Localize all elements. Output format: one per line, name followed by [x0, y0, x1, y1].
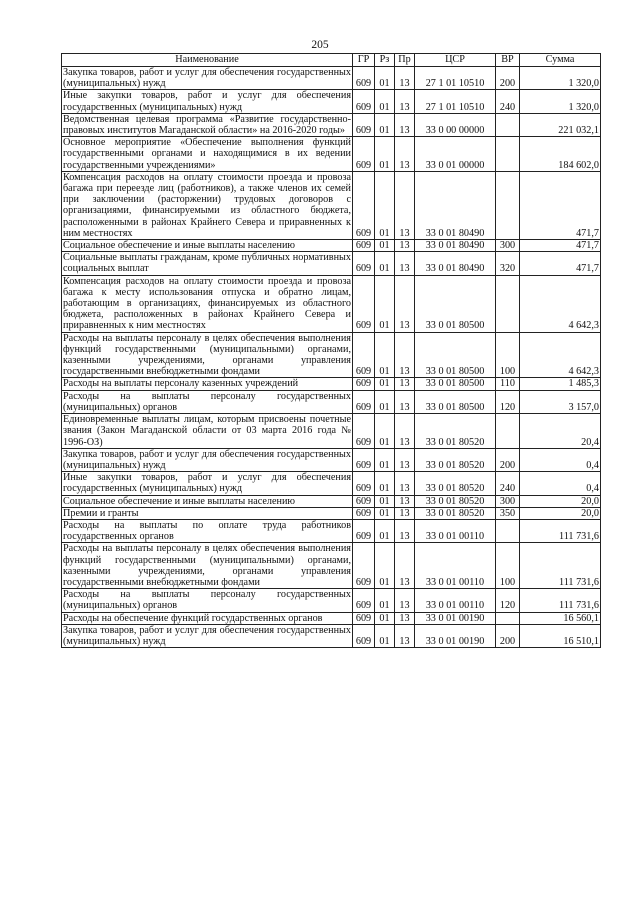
- cell-csr: 33 0 01 00110: [415, 543, 496, 589]
- cell-csr: 33 0 01 80490: [415, 240, 496, 252]
- cell-gr: 609: [353, 90, 375, 113]
- cell-name: Расходы на выплаты персоналу государственных (муниципальных) органов: [63, 390, 351, 413]
- cell-sum: 4 642,3: [520, 275, 601, 332]
- cell-sum: 4 642,3: [520, 332, 601, 378]
- cell-sum: 471,7: [520, 240, 601, 252]
- table-row: [62, 171, 601, 239]
- table-row: [62, 507, 601, 519]
- cell-gr: 609: [353, 113, 375, 136]
- table-row: [62, 519, 601, 542]
- cell-csr: 33 0 01 80500: [415, 390, 496, 413]
- cell-pr: 13: [395, 543, 415, 589]
- table-row: [62, 275, 601, 332]
- cell-gr: 609: [353, 507, 375, 519]
- cell-pr: 13: [395, 67, 415, 90]
- cell-pr: 13: [395, 137, 415, 172]
- cell-sum: 1 320,0: [520, 90, 601, 113]
- cell-pr: 13: [395, 507, 415, 519]
- cell-sum: 471,7: [520, 171, 601, 239]
- cell-vr: 300: [496, 495, 520, 507]
- table-row: [62, 390, 601, 413]
- cell-name: Социальное обеспечение и иные выплаты населению: [62, 240, 353, 252]
- cell-csr: 33 0 01 80490: [415, 252, 496, 275]
- cell-rz: 01: [375, 137, 395, 172]
- cell-sum: 111 731,6: [520, 543, 601, 589]
- cell-gr: 609: [353, 495, 375, 507]
- cell-pr: 13: [395, 612, 415, 624]
- cell-sum: 16 560,1: [520, 612, 601, 624]
- cell-gr: 609: [353, 414, 375, 449]
- header-sum: Сумма: [520, 54, 601, 67]
- cell-gr: 609: [353, 332, 375, 378]
- cell-pr: 13: [395, 378, 415, 390]
- cell-csr: 33 0 01 80520: [415, 448, 496, 471]
- cell-vr: [496, 113, 520, 136]
- table-row: [62, 252, 601, 275]
- cell-gr: 609: [353, 624, 375, 647]
- cell-sum: 1 485,3: [520, 378, 601, 390]
- cell-gr: 609: [353, 472, 375, 495]
- cell-rz: 01: [375, 519, 395, 542]
- table-row: [62, 472, 601, 495]
- cell-sum: 471,7: [520, 252, 601, 275]
- table-row: [62, 495, 601, 507]
- cell-sum: 1 320,0: [520, 67, 601, 90]
- cell-name: Иные закупки товаров, работ и услуг для обеспечения государственных (муниципальных) нужд: [63, 472, 351, 495]
- cell-sum: 184 602,0: [520, 137, 601, 172]
- header-rz: Рз: [375, 54, 395, 67]
- cell-vr: [496, 414, 520, 449]
- cell-gr: 609: [353, 519, 375, 542]
- cell-sum: 221 032,1: [520, 113, 601, 136]
- cell-rz: 01: [375, 332, 395, 378]
- cell-pr: 13: [395, 519, 415, 542]
- cell-csr: 33 0 01 80500: [415, 275, 496, 332]
- table-header-row: [62, 54, 601, 67]
- cell-pr: 13: [395, 390, 415, 413]
- cell-vr: 240: [496, 472, 520, 495]
- cell-pr: 13: [395, 414, 415, 449]
- cell-rz: 01: [375, 252, 395, 275]
- cell-vr: [496, 137, 520, 172]
- cell-name: Социальные выплаты гражданам, кроме публичных нормативных социальных выплат: [63, 252, 351, 275]
- cell-rz: 01: [375, 90, 395, 113]
- header-name: Наименование: [62, 54, 353, 67]
- cell-csr: 33 0 01 80520: [415, 495, 496, 507]
- table-row: [62, 612, 601, 624]
- cell-name: Расходы на выплаты по оплате труда работников государственных органов: [63, 519, 351, 543]
- cell-rz: 01: [375, 378, 395, 390]
- cell-pr: 13: [395, 332, 415, 378]
- cell-vr: 200: [496, 624, 520, 647]
- table-row: [62, 240, 601, 252]
- cell-sum: 3 157,0: [520, 390, 601, 413]
- cell-rz: 01: [375, 240, 395, 252]
- cell-csr: 33 0 01 00190: [415, 612, 496, 624]
- cell-pr: 13: [395, 171, 415, 239]
- cell-pr: 13: [395, 240, 415, 252]
- cell-pr: 13: [395, 495, 415, 507]
- cell-vr: 120: [496, 390, 520, 413]
- cell-rz: 01: [375, 495, 395, 507]
- cell-name: Закупка товаров, работ и услуг для обеспечения государственных (муниципальных) нужд: [63, 67, 351, 90]
- cell-vr: [496, 612, 520, 624]
- page-number: 205: [311, 39, 329, 51]
- cell-gr: 609: [353, 378, 375, 390]
- cell-gr: 609: [353, 390, 375, 413]
- header-csr: ЦСР: [415, 54, 496, 67]
- cell-csr: 33 0 01 80520: [415, 507, 496, 519]
- cell-sum: 20,0: [520, 495, 601, 507]
- cell-rz: 01: [375, 543, 395, 589]
- cell-csr: 33 0 01 00110: [415, 519, 496, 542]
- cell-rz: 01: [375, 390, 395, 413]
- cell-csr: 33 0 01 80520: [415, 414, 496, 449]
- cell-csr: 33 0 00 00000: [415, 113, 496, 136]
- cell-vr: [496, 275, 520, 332]
- table-row: [62, 113, 601, 136]
- cell-csr: 33 0 01 80490: [415, 171, 496, 239]
- cell-sum: 20,4: [520, 414, 601, 449]
- cell-name: Премии и гранты: [62, 507, 353, 519]
- cell-gr: 609: [353, 543, 375, 589]
- cell-gr: 609: [353, 275, 375, 332]
- table-row: [62, 378, 601, 390]
- cell-pr: 13: [395, 589, 415, 612]
- cell-sum: 0,4: [520, 448, 601, 471]
- table-row: [62, 448, 601, 471]
- cell-vr: 120: [496, 589, 520, 612]
- cell-pr: 13: [395, 252, 415, 275]
- cell-csr: 33 0 01 00190: [415, 624, 496, 647]
- cell-name: Расходы на обеспечение функций государственных органов: [62, 612, 353, 624]
- cell-vr: [496, 171, 520, 239]
- cell-sum: 0,4: [520, 472, 601, 495]
- cell-sum: 20,0: [520, 507, 601, 519]
- cell-gr: 609: [353, 612, 375, 624]
- cell-sum: 16 510,1: [520, 624, 601, 647]
- cell-rz: 01: [375, 507, 395, 519]
- cell-name: Компенсация расходов на оплату стоимости проезда и провоза багажа при переезде лиц (работников), а также членов их семей при заключении (расторжении) трудовых договоров с организациями, финансируемыми из областного бюджета, расположенными в районах Крайнего Севера и приравненных к ним местностях: [63, 171, 351, 239]
- cell-gr: 609: [353, 448, 375, 471]
- cell-gr: 609: [353, 67, 375, 90]
- table-row: [62, 332, 601, 378]
- cell-rz: 01: [375, 275, 395, 332]
- cell-csr: 33 0 01 80500: [415, 378, 496, 390]
- cell-vr: 200: [496, 67, 520, 90]
- cell-name: Расходы на выплаты персоналу в целях обеспечения выполнения функций государственными (муниципальными) органами, казенными учреждениями, органами управления государственными внебюджетными фондами: [63, 332, 351, 378]
- cell-vr: 110: [496, 378, 520, 390]
- cell-csr: 27 1 01 10510: [415, 90, 496, 113]
- cell-gr: 609: [353, 171, 375, 239]
- cell-pr: 13: [395, 448, 415, 471]
- cell-pr: 13: [395, 275, 415, 332]
- cell-vr: 100: [496, 332, 520, 378]
- cell-name: Закупка товаров, работ и услуг для обеспечения государственных (муниципальных) нужд: [63, 624, 351, 647]
- cell-name: Иные закупки товаров, работ и услуг для обеспечения государственных (муниципальных) нужд: [63, 90, 351, 113]
- table-row: [62, 414, 601, 449]
- cell-rz: 01: [375, 448, 395, 471]
- cell-pr: 13: [395, 113, 415, 136]
- cell-rz: 01: [375, 67, 395, 90]
- cell-rz: 01: [375, 171, 395, 239]
- cell-rz: 01: [375, 472, 395, 495]
- cell-pr: 13: [395, 90, 415, 113]
- table-row: [62, 90, 601, 113]
- table-row: [62, 589, 601, 612]
- cell-name: Основное мероприятие «Обеспечение выполнения функций государственными органами и находящимися в их ведении государственными учреждениями»: [63, 137, 351, 171]
- cell-name: Расходы на выплаты персоналу казенных учреждений: [62, 378, 353, 390]
- cell-rz: 01: [375, 414, 395, 449]
- cell-name: Расходы на выплаты персоналу государственных (муниципальных) органов: [63, 589, 351, 612]
- cell-gr: 609: [353, 137, 375, 172]
- cell-gr: 609: [353, 240, 375, 252]
- table-row: [62, 67, 601, 90]
- table-row: [62, 624, 601, 647]
- cell-pr: 13: [395, 624, 415, 647]
- cell-name: Закупка товаров, работ и услуг для обеспечения государственных (муниципальных) нужд: [63, 448, 351, 471]
- cell-csr: 27 1 01 10510: [415, 67, 496, 90]
- header-pr: Пр: [395, 54, 415, 67]
- cell-rz: 01: [375, 113, 395, 136]
- cell-vr: 320: [496, 252, 520, 275]
- cell-sum: 111 731,6: [520, 519, 601, 542]
- cell-rz: 01: [375, 624, 395, 647]
- cell-name: Ведомственная целевая программа «Развитие государственно-правовых институтов Магаданской области» на 2016-2020 годы»: [63, 113, 351, 137]
- cell-gr: 609: [353, 252, 375, 275]
- cell-pr: 13: [395, 472, 415, 495]
- cell-vr: [496, 519, 520, 542]
- cell-vr: 100: [496, 543, 520, 589]
- header-gr: ГР: [353, 54, 375, 67]
- cell-name: Расходы на выплаты персоналу в целях обеспечения выполнения функций государственными (муниципальными) органами, казенными учреждениями, органами управления государственными внебюджетными фондами: [63, 543, 351, 588]
- cell-csr: 33 0 01 00000: [415, 137, 496, 172]
- cell-csr: 33 0 01 00110: [415, 589, 496, 612]
- header-vr: ВР: [496, 54, 520, 67]
- cell-name: Единовременные выплаты лицам, которым присвоены почетные звания (Закон Магаданской области от 03 марта 2016 года № 1996-ОЗ): [63, 414, 351, 448]
- cell-csr: 33 0 01 80520: [415, 472, 496, 495]
- cell-name: Социальное обеспечение и иные выплаты населению: [62, 495, 353, 507]
- cell-csr: 33 0 01 80500: [415, 332, 496, 378]
- cell-gr: 609: [353, 589, 375, 612]
- table-row: [62, 137, 601, 172]
- cell-vr: 240: [496, 90, 520, 113]
- cell-rz: 01: [375, 612, 395, 624]
- table-row: [62, 543, 601, 589]
- cell-vr: 350: [496, 507, 520, 519]
- budget-table: [61, 53, 601, 648]
- cell-vr: 300: [496, 240, 520, 252]
- cell-name: Компенсация расходов на оплату стоимости проезда и провоза багажа к месту использования отпуска и обратно лицам, работающим в организациях, финансируемых из областного бюджета, расположенных в районах Крайнего Севера и приравненных к ним местностях: [63, 275, 351, 332]
- cell-rz: 01: [375, 589, 395, 612]
- cell-vr: 200: [496, 448, 520, 471]
- cell-sum: 111 731,6: [520, 589, 601, 612]
